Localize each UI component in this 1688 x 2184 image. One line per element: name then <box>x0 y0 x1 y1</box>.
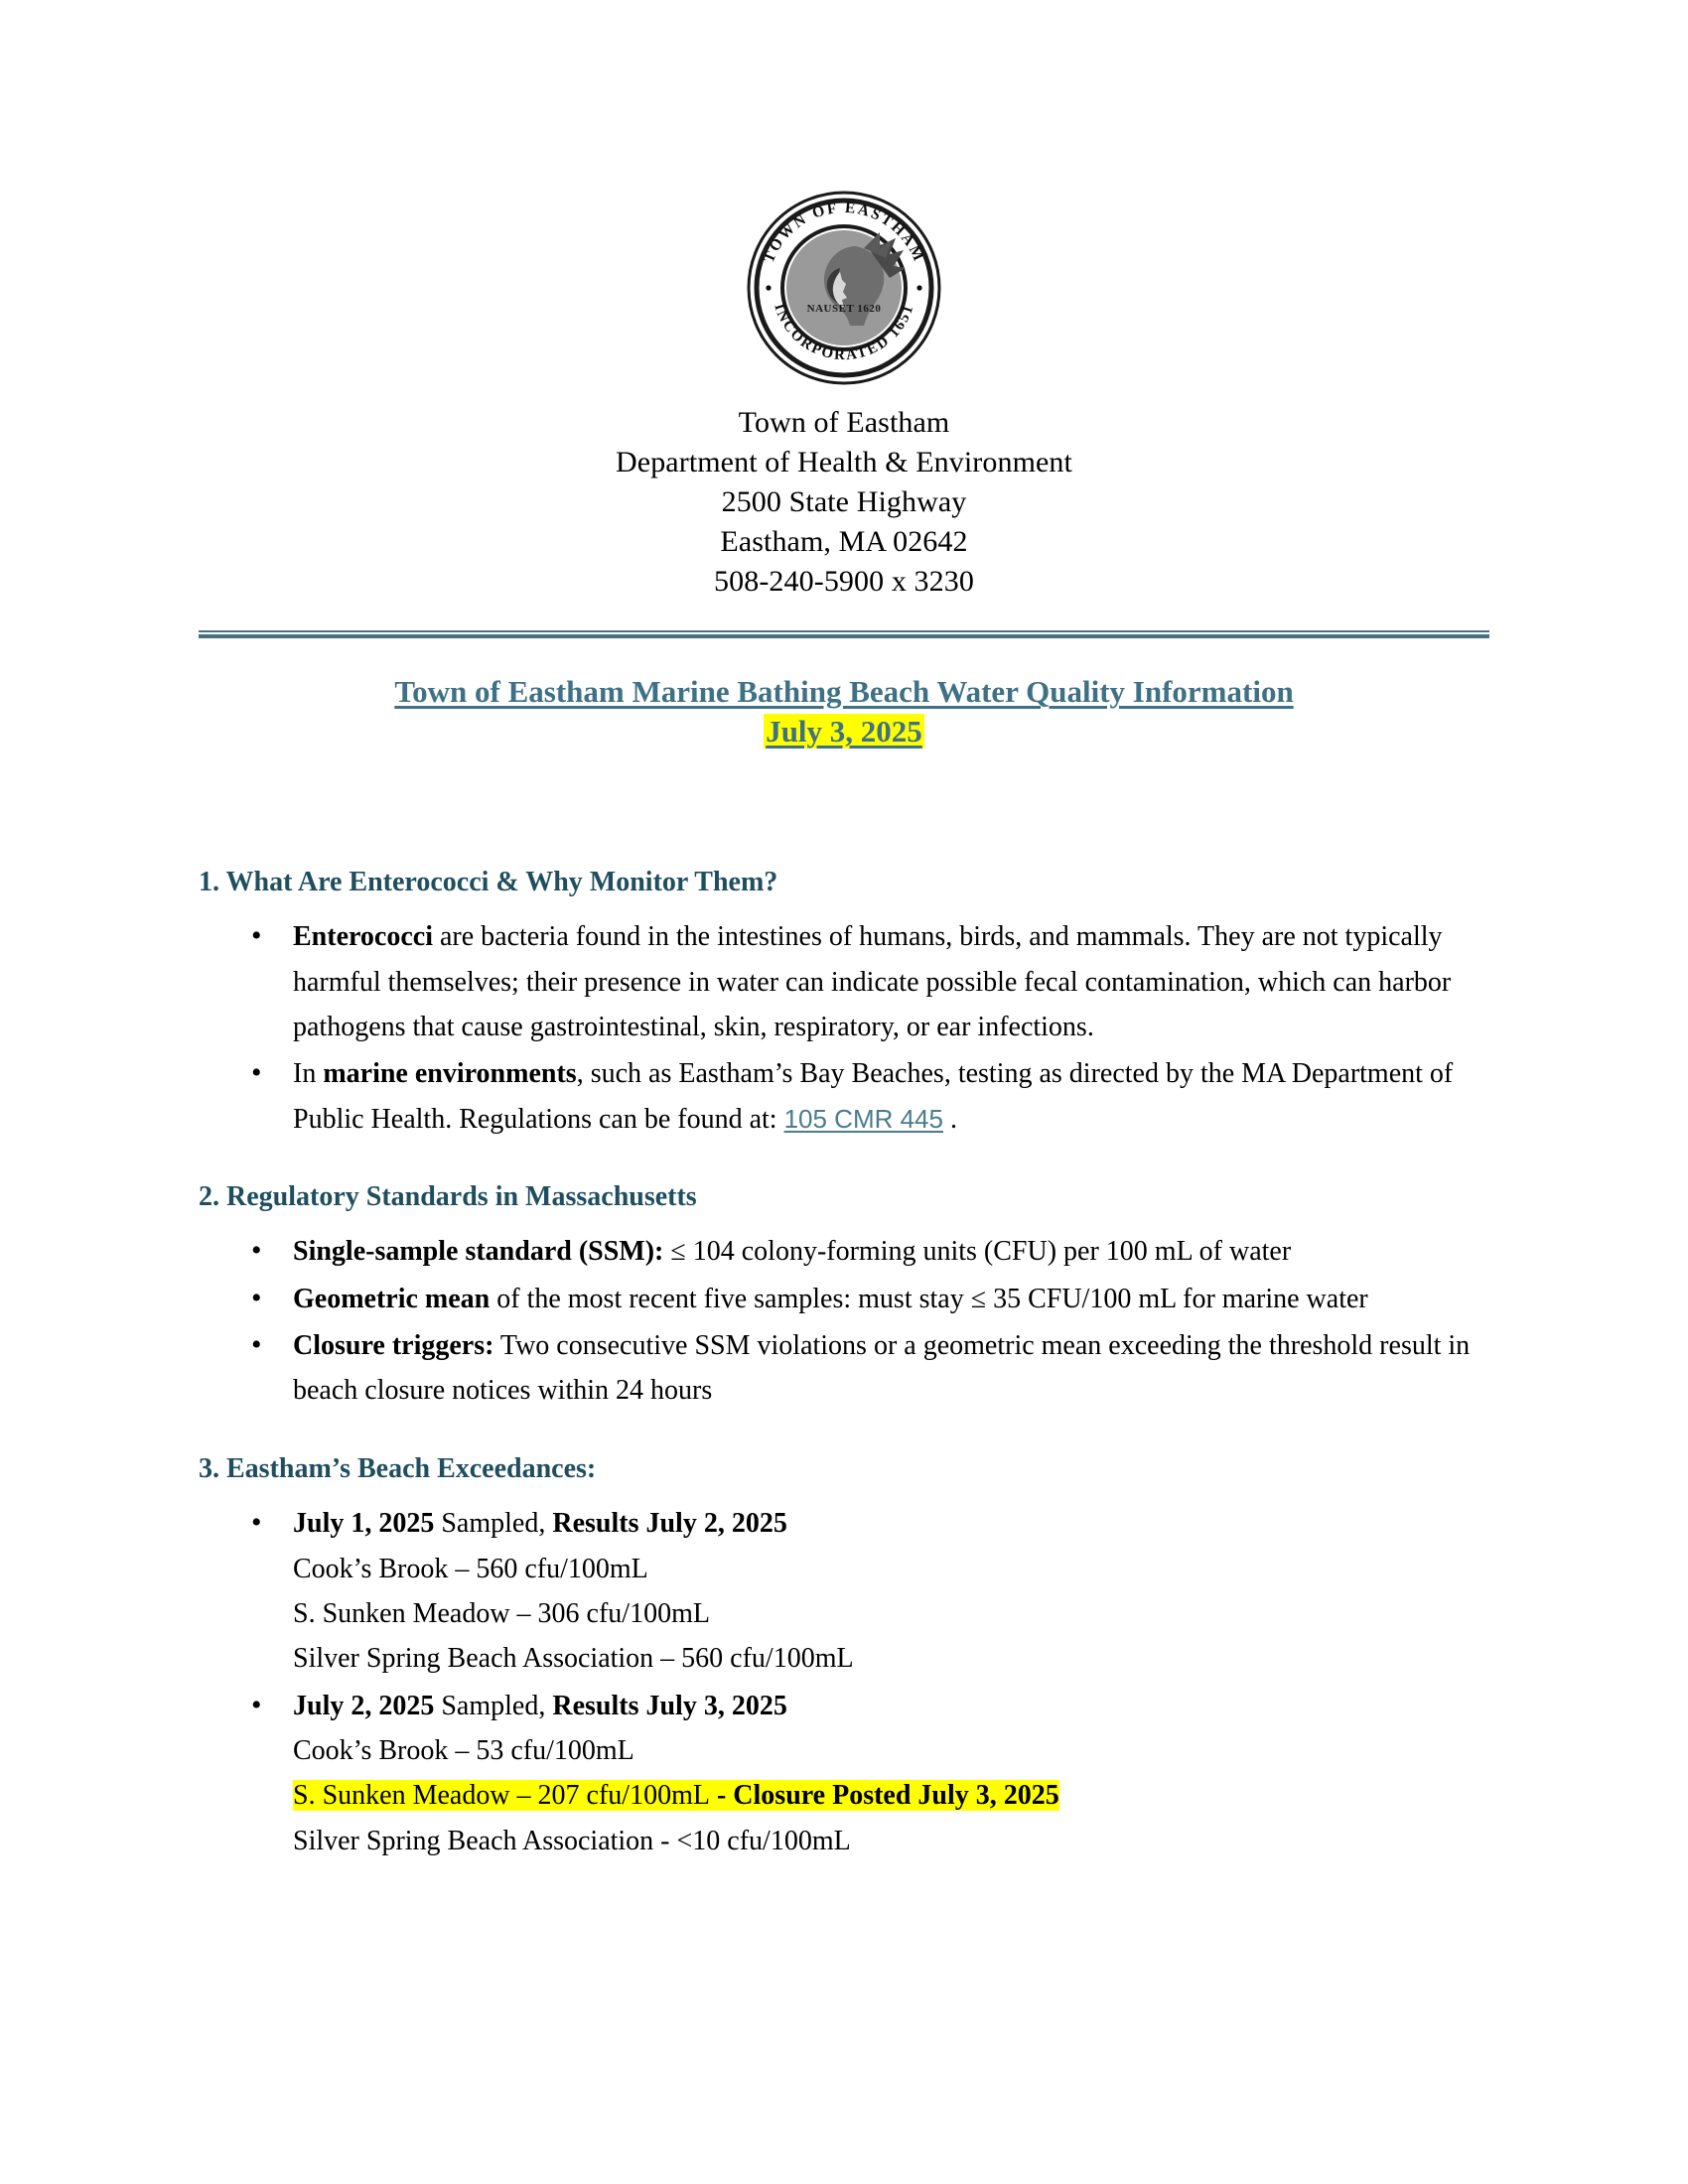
beach-result-row: Silver Spring Beach Association – 560 cfu/100mL <box>293 1643 854 1675</box>
sample-date: July 1, 2025 <box>293 1508 435 1540</box>
svg-text:TOWN OF EASTHAM: TOWN OF EASTHAM <box>760 199 928 266</box>
address-block <box>0 403 1688 601</box>
bullet-lead-bold: Geometric mean <box>293 1283 491 1314</box>
sample-date: July 2, 2025 <box>293 1690 435 1721</box>
document-body <box>0 821 1688 1863</box>
bullet-text: ≤ 104 colony-forming units (CFU) per 100 mL of water <box>663 1236 1292 1268</box>
town-seal-container <box>0 189 1688 387</box>
list-item <box>199 1684 1504 1863</box>
results-date: Results July 2, 2025 <box>552 1508 787 1540</box>
bullet-text: , such as Eastham’s Bay Beaches, testing as directed by the MA Department of Public Health. Regulations can be found at: <box>293 1058 1454 1135</box>
section-enterococci <box>199 865 1504 1142</box>
beach-result-text: S. Sunken Meadow – 207 cfu/100mL <box>293 1780 710 1812</box>
letterhead <box>0 0 1688 601</box>
section-2-bullet-list <box>199 1229 1504 1413</box>
section-regulatory-standards <box>199 1179 1504 1414</box>
sampled-word: Sampled, <box>434 1690 553 1721</box>
bullet-lead-bold: Enterococci <box>293 921 433 953</box>
beach-result-row: Silver Spring Beach Association - <10 cfu/100mL <box>293 1825 851 1856</box>
page-title-date-row <box>0 712 1688 751</box>
bullet-text: Two consecutive SSM violations or a geometric mean exceeding the threshold result in beach closure notices within 24 hours <box>293 1330 1471 1407</box>
bullet-lead-bold: marine environments <box>323 1058 577 1090</box>
bullet-text: of the most recent five samples: must stay ≤ 35 CFU/100 mL for marine water <box>490 1283 1368 1314</box>
list-item <box>199 1501 1504 1681</box>
page-title <box>0 672 1688 712</box>
header-divider <box>199 630 1489 638</box>
address-line-street: 2500 State Highway <box>721 484 967 518</box>
beach-result-row: Cook’s Brook – 560 cfu/100mL <box>293 1553 648 1584</box>
svg-text:INCORPORATED 1651: INCORPORATED 1651 <box>771 301 917 364</box>
spacer <box>199 821 1504 865</box>
section-1-bullet-list <box>199 914 1504 1142</box>
bullet-prefix: In <box>293 1058 324 1090</box>
closure-highlight <box>293 1780 1059 1811</box>
address-line-department: Department of Health & Environment <box>616 445 1072 478</box>
page-title-date: July 3, 2025 <box>766 714 922 750</box>
beach-result-row: S. Sunken Meadow – 306 cfu/100mL <box>293 1597 710 1629</box>
bullet-text: are bacteria found in the intestines of humans, birds, and mammals. They are not typically harmful themselves; their presence in water can indicate possible fecal contamination, which can harbor pathogens that cause gastrointestinal, skin, respiratory, or ear infections. <box>293 921 1452 1042</box>
svg-text:NAUSET 1620: NAUSET 1620 <box>806 303 882 315</box>
bullet-lead-bold: Closure triggers: <box>293 1330 494 1362</box>
bullet-suffix: . <box>942 1103 957 1135</box>
divider-thick-line <box>199 634 1489 638</box>
section-3-heading: 3. Eastham’s Beach Exceedances: <box>199 1452 597 1484</box>
divider-thin-line <box>199 630 1489 632</box>
results-date: Results July 3, 2025 <box>552 1690 787 1721</box>
regulation-link-105-cmr-445[interactable]: 105 CMR 445 <box>783 1103 943 1134</box>
list-item <box>199 1323 1504 1414</box>
document-title-block <box>0 672 1688 751</box>
closure-notice: - Closure Posted July 3, 2025 <box>709 1780 1059 1812</box>
list-item <box>199 1051 1504 1142</box>
section-1-heading: 1. What Are Enterococci & Why Monitor Them? <box>199 866 778 897</box>
list-item <box>199 1277 1504 1321</box>
page-title-text: Town of Eastham Marine Bathing Beach Water Quality Information <box>394 674 1294 710</box>
exceedance-list <box>199 1501 1504 1863</box>
list-item <box>199 914 1504 1049</box>
town-seal-icon <box>745 189 943 387</box>
address-line-city-state-zip: Eastham, MA 02642 <box>720 524 968 558</box>
section-2-heading: 2. Regulatory Standards in Massachusetts <box>199 1180 697 1212</box>
spacer <box>199 1416 1504 1451</box>
address-line-org: Town of Eastham <box>738 406 950 439</box>
beach-result-row: Cook’s Brook – 53 cfu/100mL <box>293 1735 634 1766</box>
bullet-lead-bold: Single-sample standard (SSM): <box>293 1236 664 1268</box>
beach-result-row-closure <box>293 1773 1504 1818</box>
sampled-word: Sampled, <box>434 1508 553 1540</box>
address-line-phone: 508-240-5900 x 3230 <box>714 564 974 598</box>
spacer <box>199 1144 1504 1179</box>
list-item <box>199 1229 1504 1274</box>
section-beach-exceedances <box>199 1451 1504 1863</box>
